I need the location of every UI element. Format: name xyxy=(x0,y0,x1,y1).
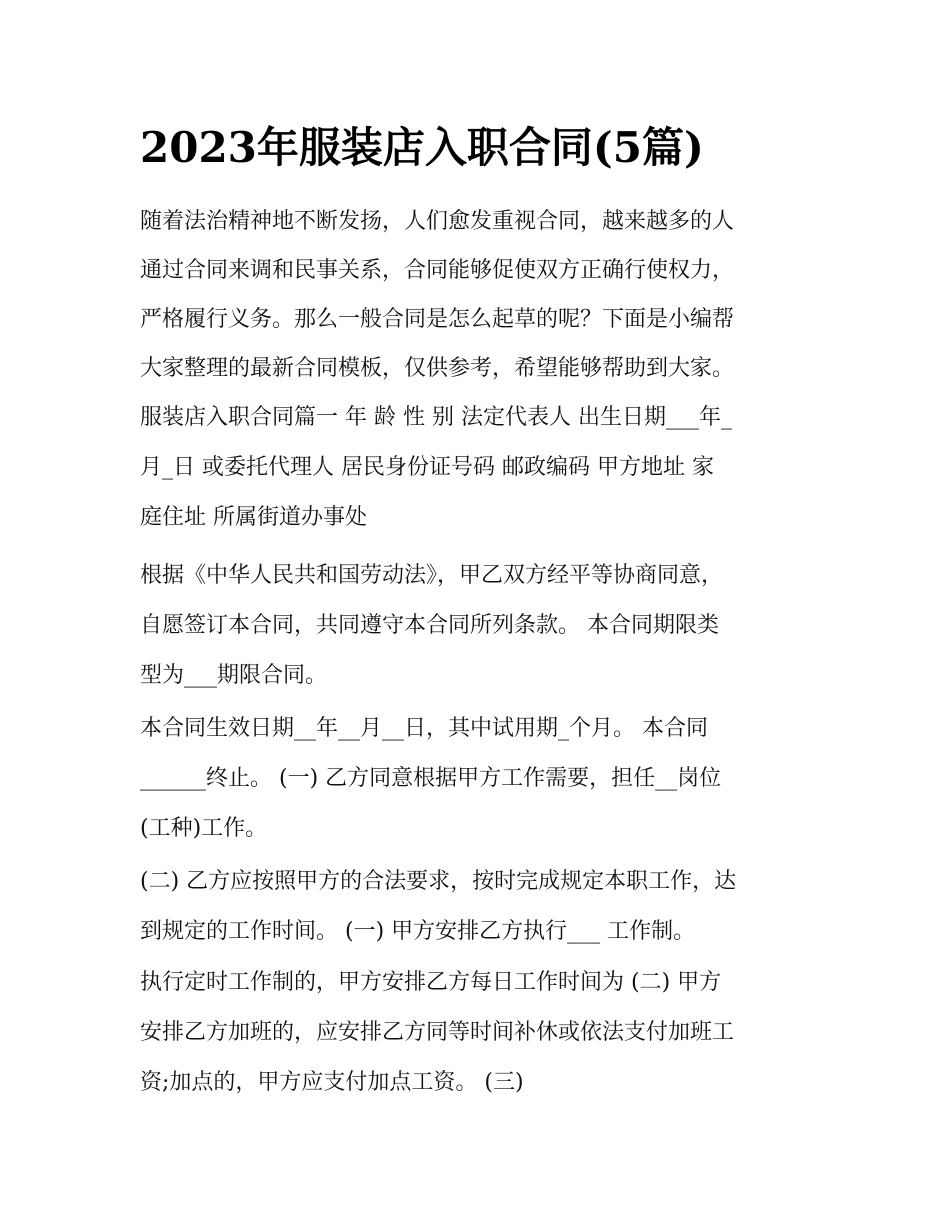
text-line: 服装店入职合同篇一 年 龄 性 别 法定代表人 出生日期___年_ xyxy=(140,405,732,430)
text-line: 型为___期限合同。 xyxy=(140,663,328,688)
text-line: 月_日 或委托代理人 居民身份证号码 邮政编码 甲方地址 家 xyxy=(140,455,714,480)
text-line: (二) 乙方应按照甲方的合法要求，按时完成规定本职工作，达 xyxy=(140,869,737,894)
text-line: 严格履行义务。那么一般合同是怎么起草的呢？下面是小编帮 xyxy=(140,307,735,332)
text-line: (工种)工作。 xyxy=(140,816,268,841)
text-line: 根据《中华人民共和国劳动法》，甲乙双方经平等协商同意， xyxy=(140,563,724,588)
text-line: 自愿签订本合同，共同遵守本合同所列条款。 本合同期限类 xyxy=(140,613,719,638)
text-line: 安排乙方加班的，应安排乙方同等时间补休或依法支付加班工 xyxy=(140,1020,735,1045)
text-line: ______终止。 (一) 乙方同意根据甲方工作需要，担任__岗位 xyxy=(140,766,722,791)
document-title: 2023年服装店入职合同(5篇) xyxy=(140,123,704,172)
text-line: 通过合同来调和民事关系，合同能够促使双方正确行使权力， xyxy=(140,258,735,283)
text-line: 资;加点的，甲方应支付加点工资。 (三) xyxy=(140,1070,524,1095)
text-line: 庭住址 所属街道办事处 xyxy=(140,505,367,530)
text-line: 本合同生效日期__年__月__日，其中试用期_个月。 本合同 xyxy=(140,716,708,741)
text-line: 随着法治精神地不断发扬，人们愈发重视合同，越来越多的人 xyxy=(140,209,735,234)
text-line: 执行定时工作制的，甲方安排乙方每日工作时间为 (二) 甲方 xyxy=(140,970,722,995)
text-line: 大家整理的最新合同模板，仅供参考，希望能够帮助到大家。 xyxy=(140,356,735,381)
text-line: 到规定的工作时间。 (一) 甲方安排乙方执行___ 工作制。 xyxy=(140,919,696,944)
